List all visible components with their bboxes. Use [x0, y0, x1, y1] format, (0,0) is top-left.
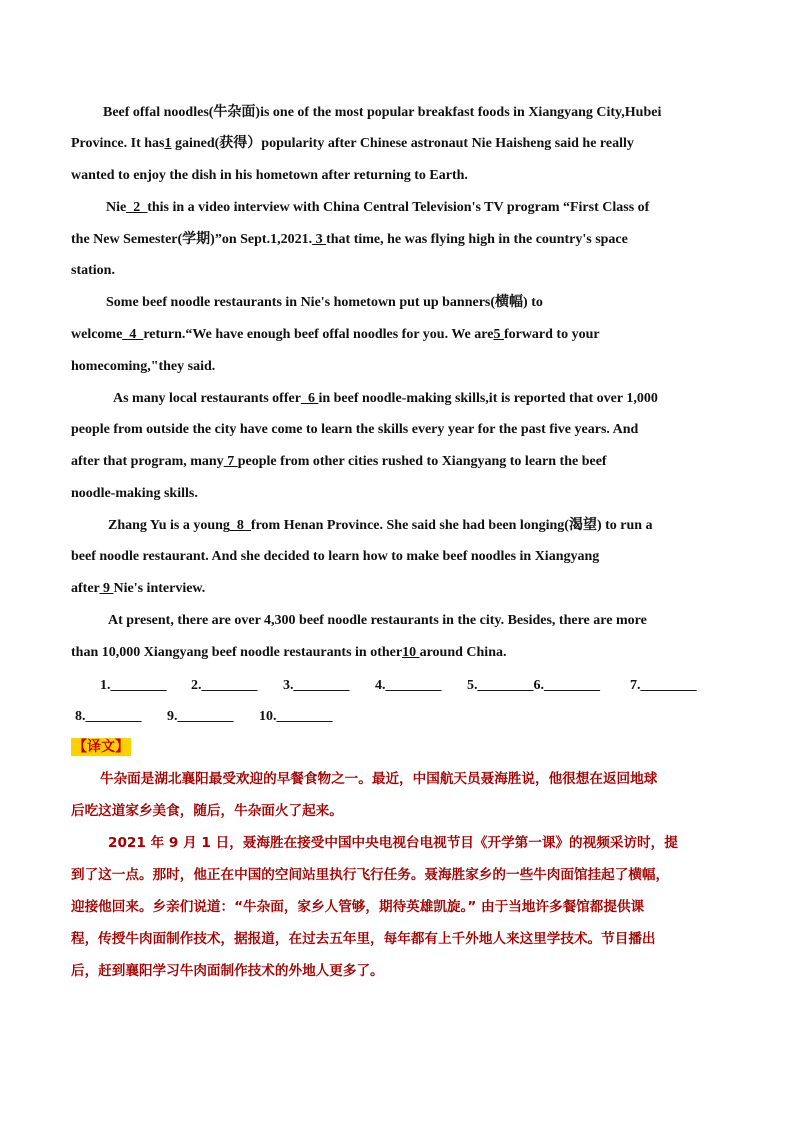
p4-line2: people from outside the city have come to learn the skills every year for the past five years. And: [71, 422, 639, 437]
p1-line2: Province. It has1 gained(获得）popularity after Chinese astronaut Nie Haisheng said he really: [71, 136, 634, 151]
p1-line1: Beef offal noodles(牛杂面)is one of the most popular breakfast foods in Xiangyang City,Hubei: [103, 105, 662, 120]
translation-line: 到了这一点。那时，他正在中国的空间站里执行飞行任务。聂海胜家乡的一些牛肉面馆挂起了横幅，: [71, 867, 670, 883]
translation-line: 程，传授牛肉面制作技术，据报道，在过去五年里，每年都有上千外地人来这里学技术。节目播出: [71, 931, 656, 947]
blank-5: 5: [493, 327, 504, 342]
p3-line3: homecoming,"they said.: [71, 359, 216, 374]
answer-7: 7.________: [630, 678, 697, 693]
p3-line1: Some beef noodle restaurants in Nie's hometown put up banners(横幅) to: [106, 295, 543, 310]
answer-3: 3.________: [283, 678, 350, 693]
p5-line2: beef noodle restaurant. And she decided to learn how to make beef noodles in Xiangyang: [71, 549, 600, 564]
answer-4: 4.________: [375, 678, 442, 693]
blank-7: 7: [223, 454, 238, 469]
answer-9: 9.________: [167, 709, 234, 724]
blank-3: 3: [312, 232, 327, 247]
p5-line3: after 9 Nie's interview.: [71, 581, 206, 596]
translation-line: 牛杂面是湖北襄阳最受欢迎的早餐食物之一。最近，中国航天员聂海胜说，他很想在返回地球: [100, 771, 658, 787]
blank-8: _8_: [229, 518, 251, 533]
blank-1: 1: [164, 136, 172, 151]
blank-4: _4_: [122, 327, 144, 342]
translation-line: 后，赶到襄阳学习牛肉面制作技术的外地人更多了。: [71, 963, 384, 979]
translation-label: 【译文】: [73, 739, 129, 755]
p2-line1: Nie_2_this in a video interview with China Central Television's TV program “First Class of: [106, 200, 650, 215]
blank-10: 10: [402, 645, 420, 660]
p6-line2: than 10,000 Xiangyang beef noodle restaurants in other10 around China.: [71, 645, 507, 660]
p2-line3: station.: [71, 263, 115, 278]
blank-2: _2_: [126, 200, 148, 215]
p4-line3: after that program, many 7 people from other cities rushed to Xiangyang to learn the beef: [71, 454, 607, 469]
p3-line2: welcome_4_return.“We have enough beef offal noodles for you. We are5 forward to your: [71, 327, 600, 342]
p2-line2: the New Semester(学期)”on Sept.1,2021. 3 that time, he was flying high in the country's space: [71, 232, 628, 247]
blank-9: 9: [99, 581, 114, 596]
answer-5-6: 5.________6.________: [467, 678, 600, 693]
translation-line: 后吃这道家乡美食，随后，牛杂面火了起来。: [71, 803, 343, 819]
answer-2: 2.________: [191, 678, 258, 693]
blank-6: _6: [300, 391, 319, 406]
p4-line1: As many local restaurants offer_6 in beef noodle-making skills,it is reported that over 1,000: [113, 391, 658, 406]
p5-line1: Zhang Yu is a young_8_from Henan Province. She said she had been longing(渴望) to run a: [108, 518, 653, 533]
p1-line3: wanted to enjoy the dish in his hometown after returning to Earth.: [71, 168, 468, 183]
p6-line1: At present, there are over 4,300 beef noodle restaurants in the city. Besides, there are more: [108, 613, 647, 628]
answer-10: 10.________: [259, 709, 333, 724]
translation-line: 2021 年 9 月 1 日，聂海胜在接受中国中央电视台电视节目《开学第一课》的视频采访时，提: [108, 835, 678, 851]
answer-1: 1.________: [100, 678, 167, 693]
answer-8: 8.________: [75, 709, 142, 724]
p4-line4: noodle-making skills.: [71, 486, 198, 501]
translation-line: 迎接他回来。乡亲们说道：“牛杂面，家乡人管够，期待英雄凯旋。” 由于当地许多餐馆都提供课: [71, 899, 645, 915]
